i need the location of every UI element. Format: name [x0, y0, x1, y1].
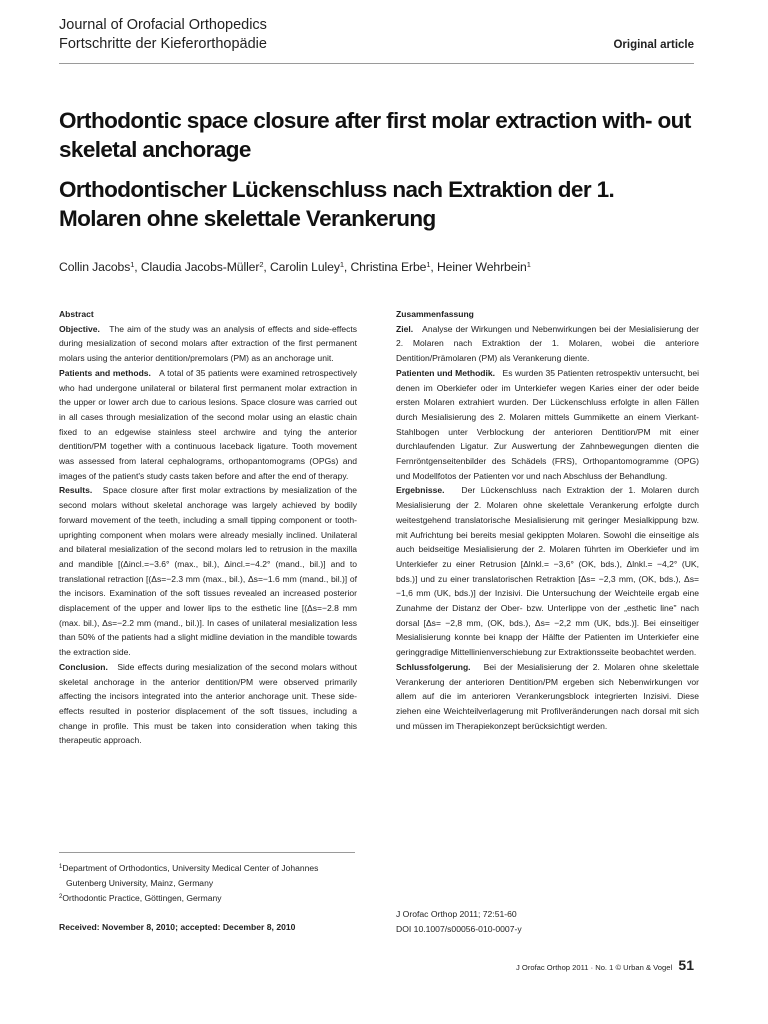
section-label: Ziel. [396, 323, 414, 334]
abstract-german [396, 307, 699, 733]
author: Carolin Luley$^1$, [269, 260, 351, 274]
abstract-objective: Objective. The aim of the study was an analysis of effects and side-effects during mesialization of second molars after extraction of the first permanent molars using the anterior dentition/premolars (PM) as an anchorage unit. [59, 323, 357, 364]
zusammenfassung-methodik: Patienten und Methodik. Es wurden 35 Patienten retrospektiv untersucht, bei denen im Oberkiefer oder im Unterkiefer wegen Karies einer der oder beide ersten Molaren extrahiert wurden. Der Lückenschluss erfolgte in allen Fällen durch Mesialisierung des 2. Molaren mittels Gummikette an einem Vierkant-Stahlbogen unter Verblockung der anterioren Dentition/PM mit einer durchlaufenden Ligatur. Zur Auswertung der Zahnbewegungen dienten die Fernröntgenseitenbilder des Schädels (FRS), Orthopantomogramme (OPG) und Modellfotos der Patienten vor und nach Abschluss der Behandlung. [396, 367, 699, 481]
abstract-conclusion: Conclusion. Side effects during mesialization of the second molars without skeletal anchorage in the anterior dentition/PM were observed primarily affecting the incisors integrated into the anterior anchorage unit. These side-effects resulted in posterior displacement of the soft tissues, including a change in profile. This must be taken into consideration when taking this therapeutic approach. [59, 661, 357, 746]
author: Heiner Wehrbein$^1$ [436, 260, 531, 274]
journal-citation: J Orofac Orthop 2011; 72:51-60 [396, 909, 517, 919]
affiliation-1-continued: Gutenberg University, Mainz, Germany [66, 877, 214, 888]
affiliation-2: $^2$Orthodontic Practice, Göttingen, Germany [59, 893, 222, 903]
footnote-divider [59, 852, 355, 853]
author: Collin Jacobs$^1$, [59, 260, 141, 274]
citation-block [396, 907, 522, 936]
journal-name [59, 16, 267, 54]
received-dates: Received: November 8, 2010; accepted: December 8, 2010 [59, 922, 296, 932]
author: Claudia Jacobs-Müller$^2$, [140, 260, 270, 274]
section-label: Conclusion. [59, 661, 108, 672]
abstract-heading: Abstract [59, 309, 94, 319]
page-number: 51 [678, 957, 694, 973]
affiliation-marker: 1 [339, 260, 344, 269]
zusammenfassung-schlussfolgerung: Schlussfolgerung. Bei der Mesialisierung der 2. Molaren ohne skelettale Verankerung der anterioren Dentition/PM ergeben sich Nebenwirkungen vor allem auf die im anterioren Verankerungsblock integrierten Inzisivi. Diese ziehen eine Weichteilverlagerung mit Profilveränderungen nach dorsal mit sich und müssen im Therapiekonzept berücksichtigt werden. [396, 661, 700, 731]
header-divider [59, 63, 694, 64]
footer-journal-info: J Orofac Orthop 2011 · No. 1 © Urban & Vogel [516, 963, 673, 972]
section-label: Results. [59, 485, 93, 496]
zusammenfassung-ergebnisse: Ergebnisse. Der Lückenschluss nach Extraktion der 1. Molaren durch Mesialisierung der 2. Molaren ohne skelettale Verankerung erfolgte durch weitestgehend translatorische Mesialisierung mit geringer Mesialkippung bzw. mit Aufrichtung bei bereits mesial gekippten Molaren. Sowohl die einseitige als auch beidseitige Mesialisierung der 2. Molaren führten im Oberkiefer und im Unterkiefer zu einer Retrusion [Δlnkl.= −3,6° (OK, bds.), Δlnkl.= −4,2° (UK, bds.)] und zu einer translatorischen Retraktion [Δs= −2,3 mm, (OK, bds.), Δs= −1,6 mm (UK, bds.)] der Inzisivi. Die Untersuchung der Weichteile ergab eine Zunahme der Distanz der Ober- bzw. Unterlippe von der „esthetic line" nach dorsal [Δs= −2,8 mm, (OK, bds.), Δs= −2,2 mm (UK, bds.)]. Bei einseitiger Mesialisierung konnte bei knapp der Hälfte der Patienten im Unterkiefer eine geringgradige Mittellinienverschiebung zur Extraktionsseite beobachtet werden. [396, 485, 699, 658]
affiliation-footnotes [59, 860, 359, 906]
section-label: Patients and methods. [59, 367, 151, 378]
section-label: Objective. [59, 323, 100, 334]
affiliation-1: $^1$Department of Orthodontics, University Medical Center of Johannes [59, 863, 319, 873]
abstract-methods: Patients and methods. A total of 35 patients were examined retrospectively who had undergone unilateral or bilateral first permanent molar extraction in the upper or lower arch due to carious lesions. Space closure was carried out in all cases through mesialization of the second molar using an elastic chain fixed to an edgewise stainless steel archwire and tying the anterior dentition/PM together with a continuous laceback ligature. Tooth movement was assessed from lateral cephalograms, orthopantomograms (OPGs) and images of the patient's study casts taken before and after the end of therapy. [59, 367, 357, 481]
abstract-results: Results. Space closure after first molar extractions by mesialization of the second molars without skeletal anchorage was largely achieved by bodily forward movement of the teeth, including a small tipping component or tooth-uprighting component when molars were already mesially inclined. Unilateral and bilateral mesialization of the second molars led to retrusion in the maxilla and mandible [(Δincl.=−3.6° (max., bil.), Δincl.=−4.2° (mand., bil.)] and to translational retraction [(Δs=−2.3 mm (max., bil.), Δs=−1.6 mm (mand., bil.)] of the incisors. Examination of the soft tissues revealed an increased posterior displacement of the upper and lower lips to the esthetic line [(Δs=−2.8 mm (max. bil.), Δs=−2.2 mm (mand., bil.)]. In cases of unilateral mesialization less than 50% of the patients had a slight midline deviation in the mandible towards the extraction side. [59, 485, 358, 658]
zusammenfassung-heading: Zusammenfassung [396, 309, 474, 319]
affiliation-marker: 1 [526, 260, 531, 269]
author: Christina Erbe$^1$, [350, 260, 437, 274]
journal-title-en: Journal of Orofacial Orthopedics [59, 17, 267, 33]
author-list [59, 260, 531, 274]
article-title-english: Orthodontic space closure after first molar extraction with- out skeletal anchorage [59, 108, 691, 162]
article-type-label: Original article [613, 39, 694, 51]
section-label: Schlussfolgerung. [396, 661, 471, 672]
affiliation-marker: 1 [426, 260, 431, 269]
affiliation-marker: 1 [130, 260, 135, 269]
zusammenfassung-ziel: Ziel. Analyse der Wirkungen und Nebenwirkungen bei der Mesialisierung der 2. Molaren nach Extraktion der 1. Molaren, wobei die anteriore Dentition/Prämolaren (PM) als Verankerung diente. [396, 323, 699, 364]
section-label: Patienten und Methodik. [396, 367, 496, 378]
doi: DOI 10.1007/s00056-010-0007-y [396, 923, 522, 934]
article-title-german: Orthodontischer Lückenschluss nach Extraktion der 1. Molaren ohne skelettale Verankerung [59, 177, 615, 231]
journal-title-de: Fortschritte der Kieferorthopädie [59, 36, 267, 52]
section-label: Ergebnisse. [396, 485, 445, 496]
affiliation-marker: 2 [259, 260, 264, 269]
abstract-english [59, 307, 357, 748]
